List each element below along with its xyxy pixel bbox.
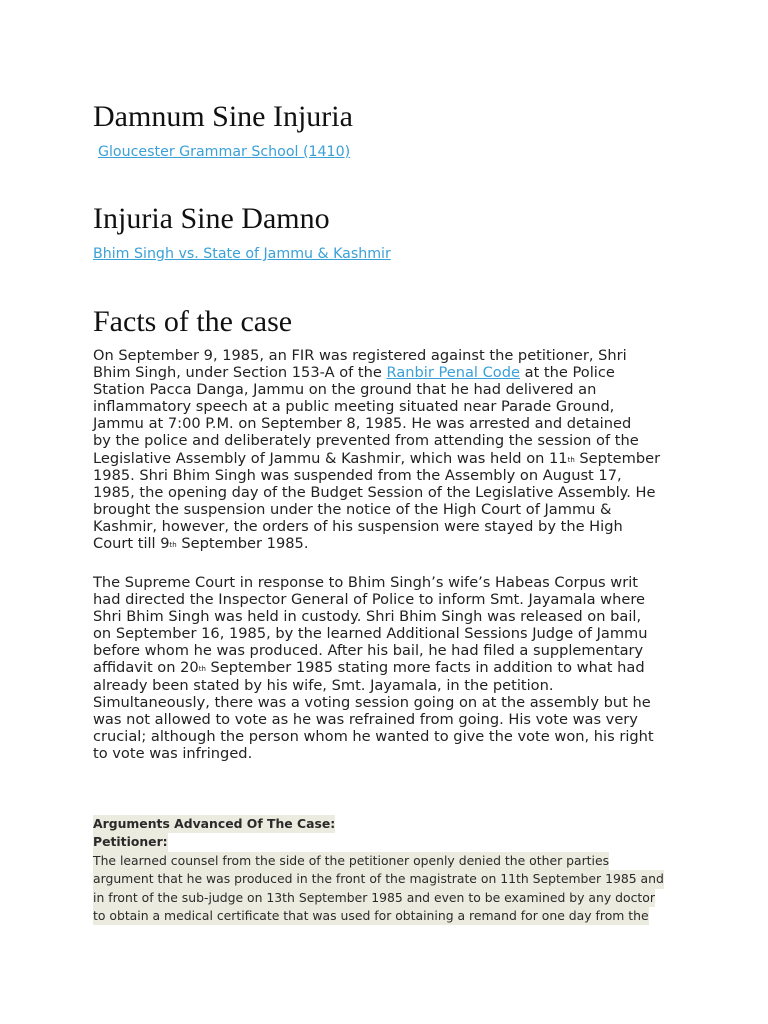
ordinal-suffix: th [198,665,206,674]
link-gloucester-grammar-school[interactable]: Gloucester Grammar School (1410) [98,144,351,160]
link-ranbir-penal-code[interactable]: Ranbir Penal Code [386,364,520,382]
facts-line: by the police and deliberately prevented from attending the session of the [93,432,639,450]
facts-line: Jammu at 7:00 P.M. on September 8, 1985. He was arrested and detained [93,415,632,433]
link-bhim-singh-case[interactable]: Bhim Singh vs. State of Jammu & Kashmir [93,246,391,262]
facts-line: 1985, the opening day of the Budget Session of the Legislative Assembly. He [93,483,656,501]
ordinal-suffix: th [567,455,575,464]
ordinal-suffix: th [169,541,177,550]
supreme-line: Simultaneously, there was a voting session going on at the assembly but he [93,693,651,711]
supreme-court-paragraph [93,574,683,762]
facts-line-text: September [579,449,661,467]
facts-line-text: Legislative Assembly of Jammu & Kashmir, which was held on 11 [93,449,568,467]
facts-line [93,450,683,467]
supreme-line: crucial; although the person whom he wanted to give the vote won, his right [93,727,654,745]
supreme-line: on September 16, 1985, by the learned Additional Sessions Judge of Jammu [93,625,648,643]
supreme-line [93,659,683,676]
facts-paragraph [93,347,683,552]
heading-damnum-sine-injuria: Damnum Sine Injuria [93,100,353,133]
arguments-line: in front of the sub-judge on 13th September 1985 and even to be examined by any doctor [93,889,655,907]
supreme-line-text: September 1985 stating more facts in addition to what had [210,659,645,677]
facts-line: On September 9, 1985, an FIR was registered against the petitioner, Shri [93,347,627,364]
arguments-line: argument that he was produced in the front of the magistrate on 11th September 1985 and [93,870,664,888]
facts-line: inflammatory speech at a public meeting situated near Parade Ground, [93,398,615,416]
facts-line: Station Pacca Danga, Jammu on the ground that he had delivered an [93,381,597,399]
supreme-line: had directed the Inspector General of Police to inform Smt. Jayamala where [93,591,645,609]
arguments-section [93,815,664,925]
facts-line-text: at the Police [524,364,615,382]
facts-line [93,364,683,381]
facts-line [93,535,683,552]
supreme-line: to vote was infringed. [93,744,253,762]
facts-line: 1985. Shri Bhim Singh was suspended from the Assembly on August 17, [93,466,622,484]
facts-line-text: Court till 9 [93,535,170,553]
facts-line: Kashmir, however, the orders of his suspension were stayed by the High [93,517,623,535]
supreme-line: Shri Bhim Singh was held in custody. Shri Bhim Singh was released on bail, [93,608,642,626]
petitioner-label: Petitioner: [93,833,168,851]
facts-line-text: September 1985. [181,535,309,553]
arguments-line: The learned counsel from the side of the petitioner openly denied the other parties [93,852,609,870]
arguments-heading: Arguments Advanced Of The Case: [93,815,335,833]
supreme-line-text: affidavit on 20 [93,659,199,677]
heading-injuria-sine-damno: Injuria Sine Damno [93,202,330,235]
facts-line-text: Bhim Singh, under Section 153-A of the [93,364,382,382]
supreme-line: already been stated by his wife, Smt. Jayamala, in the petition. [93,676,554,694]
facts-line: brought the suspension under the notice of the High Court of Jammu & [93,500,612,518]
heading-facts-of-the-case: Facts of the case [93,305,293,338]
supreme-line: was not allowed to vote as he was refrained from going. His vote was very [93,710,638,728]
arguments-line: to obtain a medical certificate that was used for obtaining a remand for one day from the [93,907,649,925]
supreme-line: before whom he was produced. After his bail, he had filed a supplementary [93,642,644,660]
supreme-line: The Supreme Court in response to Bhim Singh’s wife’s Habeas Corpus writ [93,574,638,591]
